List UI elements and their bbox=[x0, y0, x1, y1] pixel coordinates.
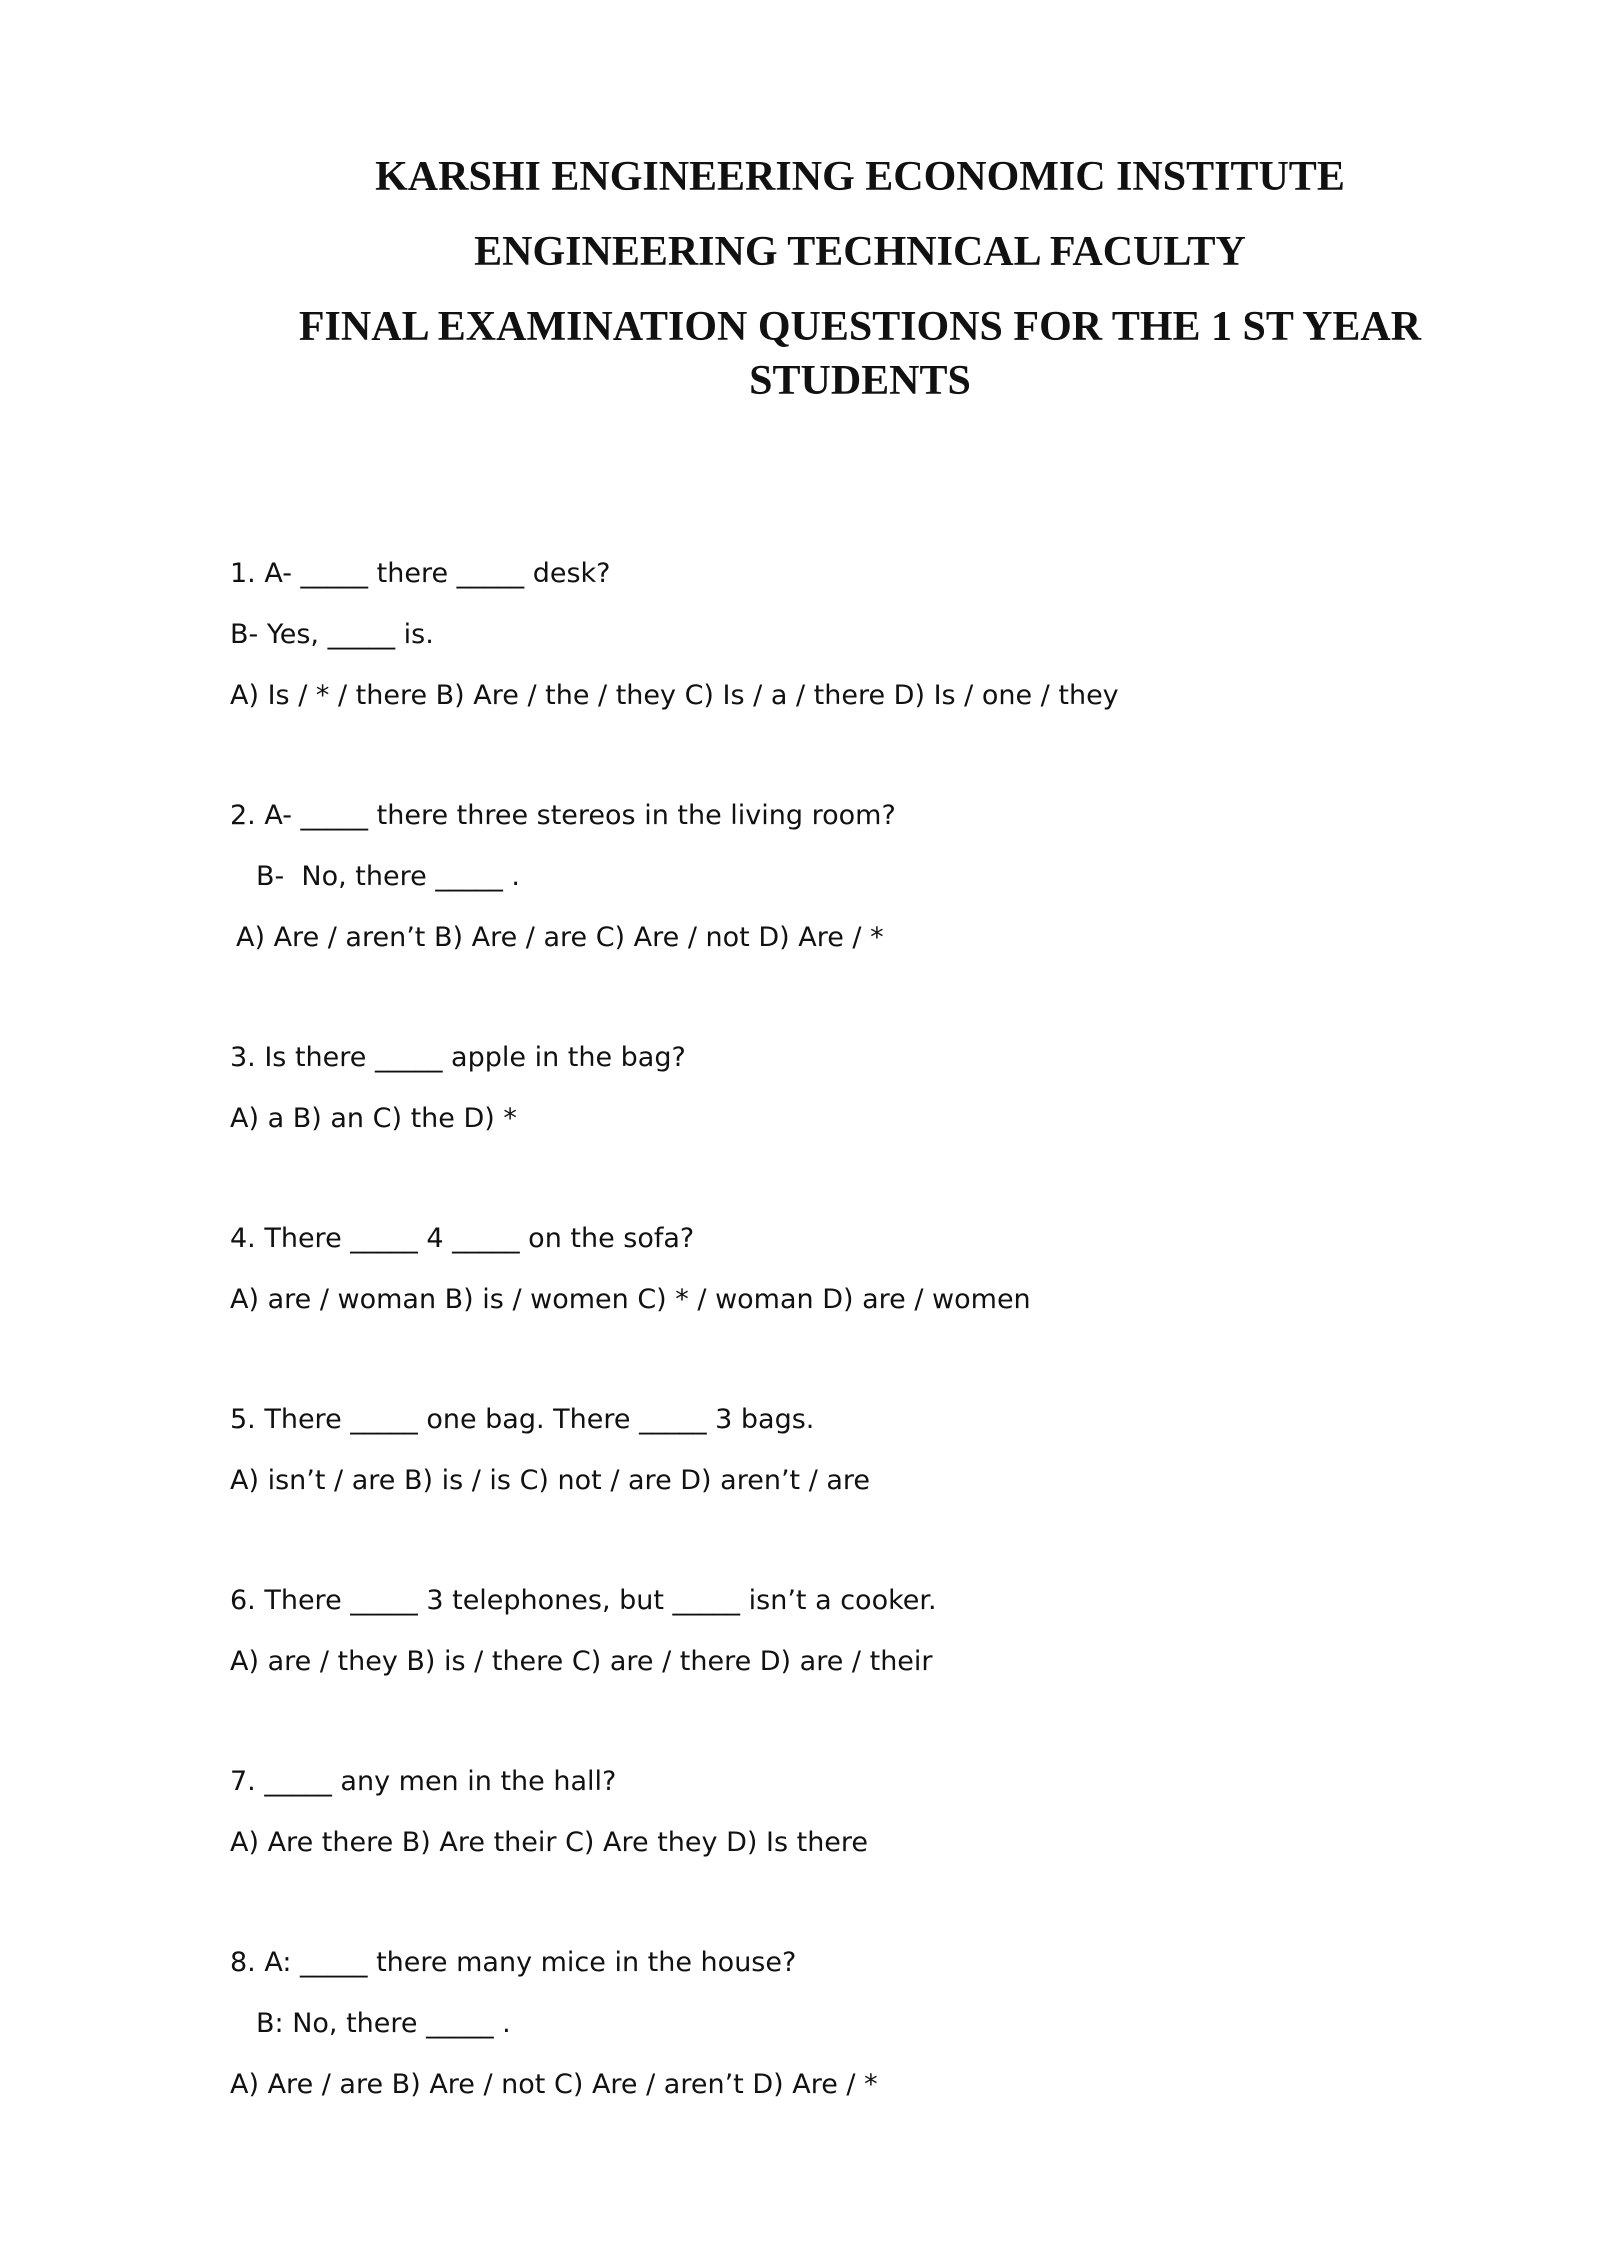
question-text: 2. A- _____ there three stereos in the living room? bbox=[230, 800, 896, 831]
question-5 bbox=[230, 1389, 1430, 1511]
answer-options: A) Are / aren’t B) Are / are C) Are / not D) Are / * bbox=[236, 922, 884, 953]
question-text: 3. Is there _____ apple in the bag? bbox=[230, 1042, 686, 1073]
question-2 bbox=[230, 785, 1430, 968]
question-response: B- No, there _____ . bbox=[256, 861, 520, 892]
question-response: B- Yes, _____ is. bbox=[230, 619, 434, 650]
question-7 bbox=[230, 1751, 1430, 1873]
question-4 bbox=[230, 1208, 1430, 1330]
answer-options: A) are / they B) is / there C) are / there D) are / their bbox=[230, 1646, 933, 1677]
question-response: B: No, there _____ . bbox=[256, 2008, 511, 2039]
question-6 bbox=[230, 1570, 1430, 1692]
question-text: 1. A- _____ there _____ desk? bbox=[230, 558, 611, 589]
question-text: 6. There _____ 3 telephones, but _____ isn’t a cooker. bbox=[230, 1585, 937, 1616]
answer-options: A) Are / are B) Are / not C) Are / aren’t D) Are / * bbox=[230, 2069, 878, 2100]
answer-options: A) isn’t / are B) is / is C) not / are D) aren’t / are bbox=[230, 1465, 871, 1496]
question-8 bbox=[230, 1932, 1430, 2115]
exam-title bbox=[240, 300, 1480, 408]
question-text: 5. There _____ one bag. There _____ 3 bags. bbox=[230, 1404, 815, 1435]
question-text: 7. _____ any men in the hall? bbox=[230, 1766, 617, 1797]
question-3 bbox=[230, 1027, 1430, 1149]
answer-options: A) Are there B) Are their C) Are they D) Is there bbox=[230, 1827, 869, 1858]
exam-title-line-1: FINAL EXAMINATION QUESTIONS FOR THE 1 ST YEAR bbox=[298, 304, 1422, 350]
question-list bbox=[230, 543, 1430, 2174]
answer-options: A) a B) an C) the D) * bbox=[230, 1103, 517, 1134]
question-text: 8. A: _____ there many mice in the house? bbox=[230, 1947, 797, 1978]
faculty-title: ENGINEERING TECHNICAL FACULTY bbox=[474, 229, 1246, 275]
question-1 bbox=[230, 543, 1430, 726]
answer-options: A) are / woman B) is / women C) * / woman D) are / women bbox=[230, 1284, 1031, 1315]
answer-options: A) Is / * / there B) Are / the / they C) Is / a / there D) Is / one / they bbox=[230, 680, 1119, 711]
institute-title: KARSHI ENGINEERING ECONOMIC INSTITUTE bbox=[375, 154, 1345, 200]
exam-title-line-2: STUDENTS bbox=[749, 358, 971, 404]
question-text: 4. There _____ 4 _____ on the sofa? bbox=[230, 1223, 695, 1254]
